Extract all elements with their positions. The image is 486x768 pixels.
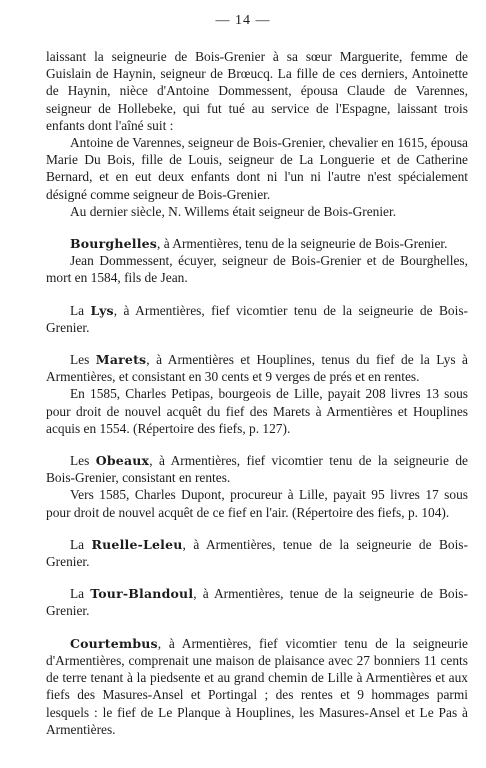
fief-name: Courtembus [70,635,158,651]
paragraph-antoine-de-varennes [46,134,468,203]
fief-name: Lys [90,302,114,318]
paragraph-text: Vers 1585, Charles Dupont, procureur à Lille, payait 95 livres 17 sous pour droit de nouvel acquêt de ce fief en l'air. (Répertoire des fiefs, p. 104). [46,487,468,520]
fief-name: Bourghelles [70,236,158,252]
paragraph-text: En 1585, Charles Petipas, bourgeois de Lille, payait 208 livres 13 sous pour droit de nouvel acquêt du fief des Marets à Armentières et Houplines acquis en 1554. (Répertoire des fiefs, p. 127). [46,386,468,436]
paragraph-text: Au dernier siècle, N. Willems était seigneur de Bois-Grenier. [70,203,397,219]
entry-text: , à Armentières, fief vicomtier tenu de la seigneurie de Bois-Grenier. [46,302,468,335]
paragraph-willems [46,203,468,220]
entry-courtembus [46,635,468,738]
paragraph-text: laissant la seigneurie de Bois-Grenier à sa sœur Marguerite, femme de Guislain de Haynin, seigneur de Brœucq. La fille de ces derniers, Antoinette de Haynin, nièce d'Antoine Dommessent, épousa Claude de Varennes, seigneur de Hollebeke, qui fut tué au service de l'Espagne, laissant trois enfants dont l'aîné suit : [46,49,468,133]
entry-text: , à Armentières, fief vicomtier tenu de la seigneurie de Bois-Grenier, consistant en rentes. [46,453,468,486]
paragraph-dupont [46,486,468,520]
document-body [46,48,468,738]
paragraph-inheritance [46,48,468,134]
entry-text: , à Armentières et Houplines, tenus du fief de la Lys à Armentières, et consistant en 30 cents et 9 verges de prés et en rentes. [46,352,468,385]
entry-marets [46,351,468,385]
entry-prefix: Les [70,352,96,368]
page-number: — 14 — [215,13,271,28]
paragraph-jean-dommessent [46,252,468,286]
entry-ruelle-leleu [46,536,468,570]
paragraph-petipas [46,385,468,437]
entry-text: , à Armentières, tenue de la seigneurie de Bois-Grenier. [46,586,468,619]
fief-name: Obeaux [95,453,150,469]
entry-prefix: Les [70,453,96,469]
entry-obeaux [46,452,468,486]
entry-prefix: La [70,586,91,602]
entry-bourghelles [46,235,468,252]
entry-lys [46,302,468,336]
entry-text: , à Armentières, tenu de la seigneurie de Bois-Grenier. [157,236,448,252]
entry-prefix: La [70,536,92,552]
paragraph-text: Antoine de Varennes, seigneur de Bois-Grenier, chevalier en 1615, épousa Marie Du Bois, fille de Louis, seigneur de La Longuerie et de Catherine Bernard, et en eut deux enfants dont ni l'un ni l'autre n'est spécialement désigné comme seigneur de Bois-Grenier. [46,135,468,202]
entry-tour-blandoul [46,585,468,619]
entry-text: , à Armentières, fief vicomtier tenu de la seigneurie d'Armentières, comprenait une maison de plaisance avec 27 bonniers 11 cents de terre tenant à la piedsente et au grand chemin de Lille à Armentières et aux fiefs des Masures-Ansel et Portingal ; des rentes et 9 hommages parmi lesquels : le fief de Le Planque à Houplines, les Masures-Ansel et Le Pas à Armentières. [46,635,468,737]
fief-name: Ruelle-Leleu [91,536,183,552]
fief-name: Tour-Blandoul [90,586,194,602]
entry-prefix: La [70,302,91,318]
fief-name: Marets [95,352,147,368]
entry-text: , à Armentières, tenue de la seigneurie de Bois-Grenier. [46,536,468,570]
paragraph-text: Jean Dommessent, écuyer, seigneur de Bois-Grenier et de Bourghelles, mort en 1584, fils de Jean. [46,253,468,286]
